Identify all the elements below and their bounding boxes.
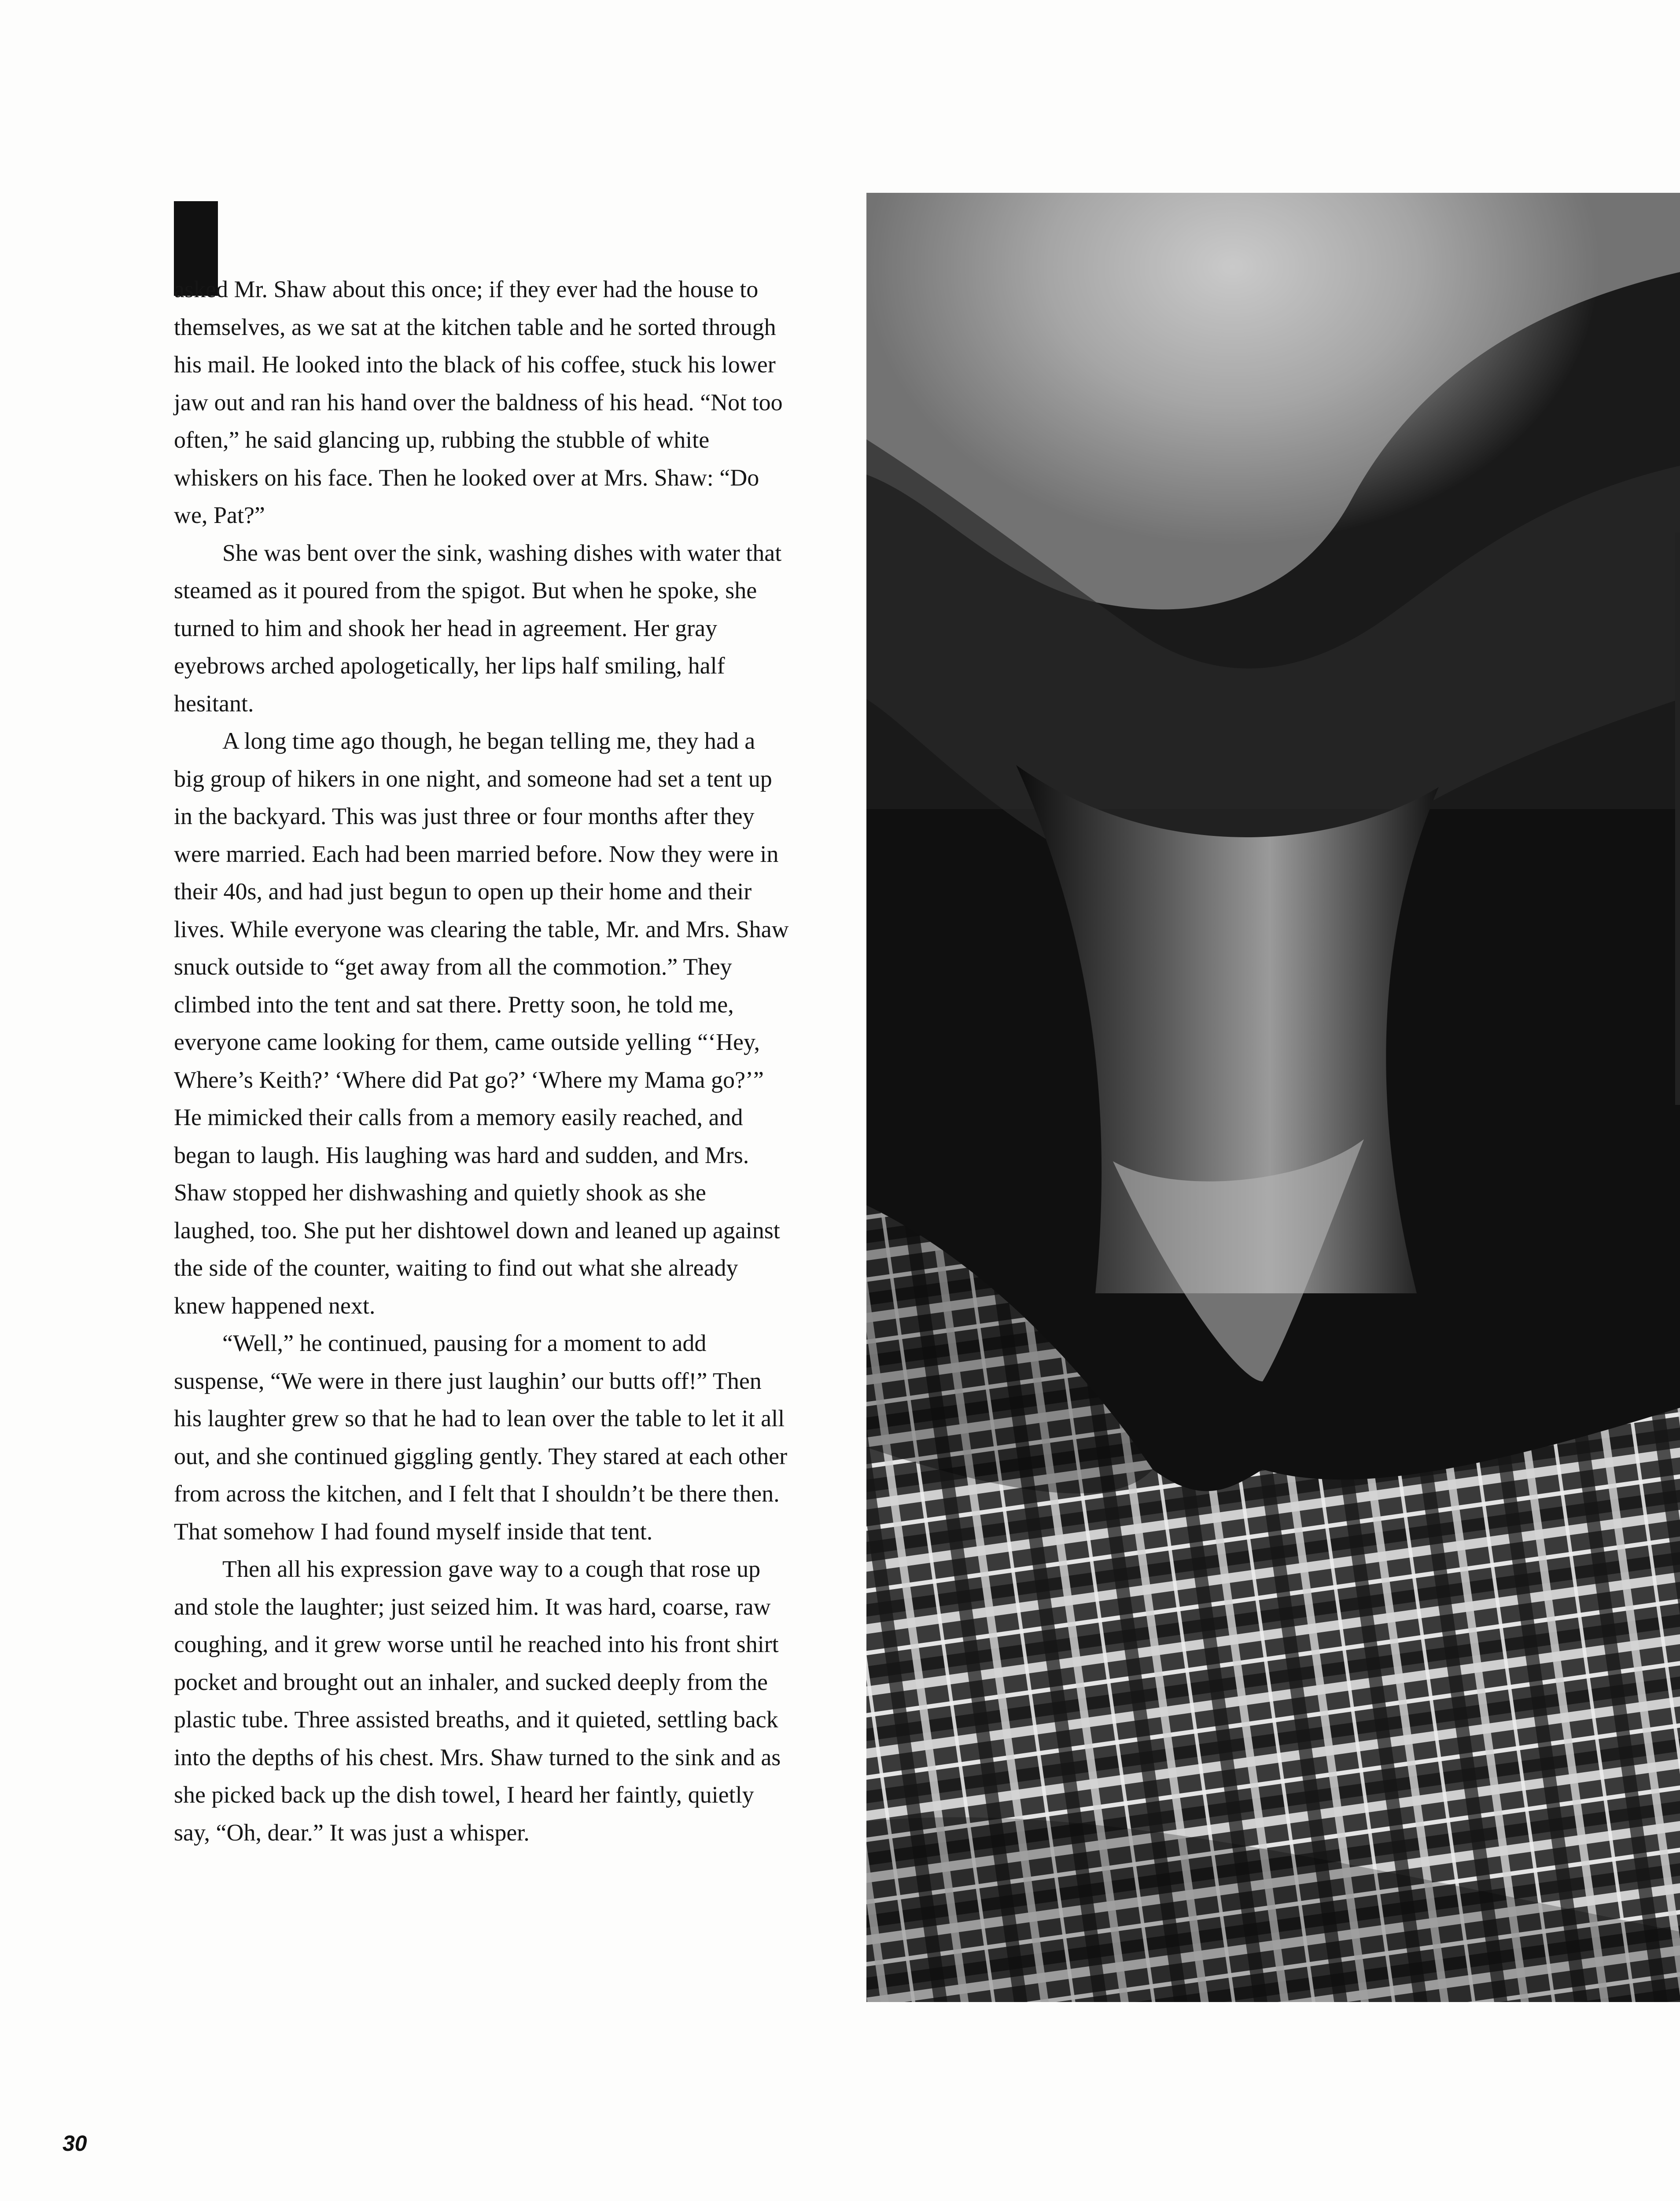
article-paragraph-1: asked Mr. Shaw about this once; if they ever had the house to themselves, as we sat at the kitchen table and he sorted through his mail. He looked into the black of his coffee, stuck his lower jaw out and ran his hand over the baldness of his head. “Not too often,” he said glancing up, rubbing the stubble of white whiskers on his face. Then he looked over at Mrs. Shaw: “Do we, Pat?” [174,276,783,528]
article-body [174,271,790,1851]
page-edge-bar [1675,533,1680,1105]
page-number: 30 [63,2131,87,2156]
article-paragraph-4: “Well,” he continued, pausing for a moment to add suspense, “We were in there just laughin’ our butts off!” Then his laughter grew so that he had to lean over the table to let it all out, and she continued giggling gently. They stared at each other from across the kitchen, and I felt that I shouldn’t be there then. That somehow I had found myself inside that tent. [174,1330,788,1545]
article-paragraph-5: Then all his expression gave way to a cough that rose up and stole the laughter; just seized him. It was hard, coarse, raw coughing, and it grew worse until he reached into his front shirt pocket and brought out an inhaler, and sucked deeply from the plastic tube. Three assisted breaths, and it quieted, settling back into the depths of his chest. Mrs. Shaw turned to the sink and as she picked back up the dish towel, I heard her faintly, quietly say, “Oh, dear.” It was just a whisper. [174,1556,781,1846]
portrait-photo-graphic [866,193,1680,2002]
article-paragraph-3: A long time ago though, he began telling me, they had a big group of hikers in one night, and someone had set a tent up in the backyard. This was just three or four months after they were married. Each had been married before. Now they were in their 40s, and had just begun to open up their home and their lives. While everyone was clearing the table, Mr. and Mrs. Shaw snuck outside to “get away from all the commotion.” They climbed into the tent and sat there. Pretty soon, he told me, everyone came looking for them, came outside yelling “‘Hey, Where’s Keith?’ ‘Where did Pat go?’ ‘Where my Mama go?’” He mimicked their calls from a memory easily reached, and began to laugh. His laughing was hard and sudden, and Mrs. Shaw stopped her dishwashing and quietly shook as she laughed, too. She put her dishtowel down and leaned up against the side of the counter, waiting to find out what she already knew happened next. [174,728,789,1319]
portrait-photo [866,193,1680,2002]
article-paragraph-2: She was bent over the sink, washing dishes with water that steamed as it poured from the spigot. But when he spoke, she turned to him and shook her head in agreement. Her gray eyebrows arched apologetically, her lips half smiling, half hesitant. [174,539,782,717]
